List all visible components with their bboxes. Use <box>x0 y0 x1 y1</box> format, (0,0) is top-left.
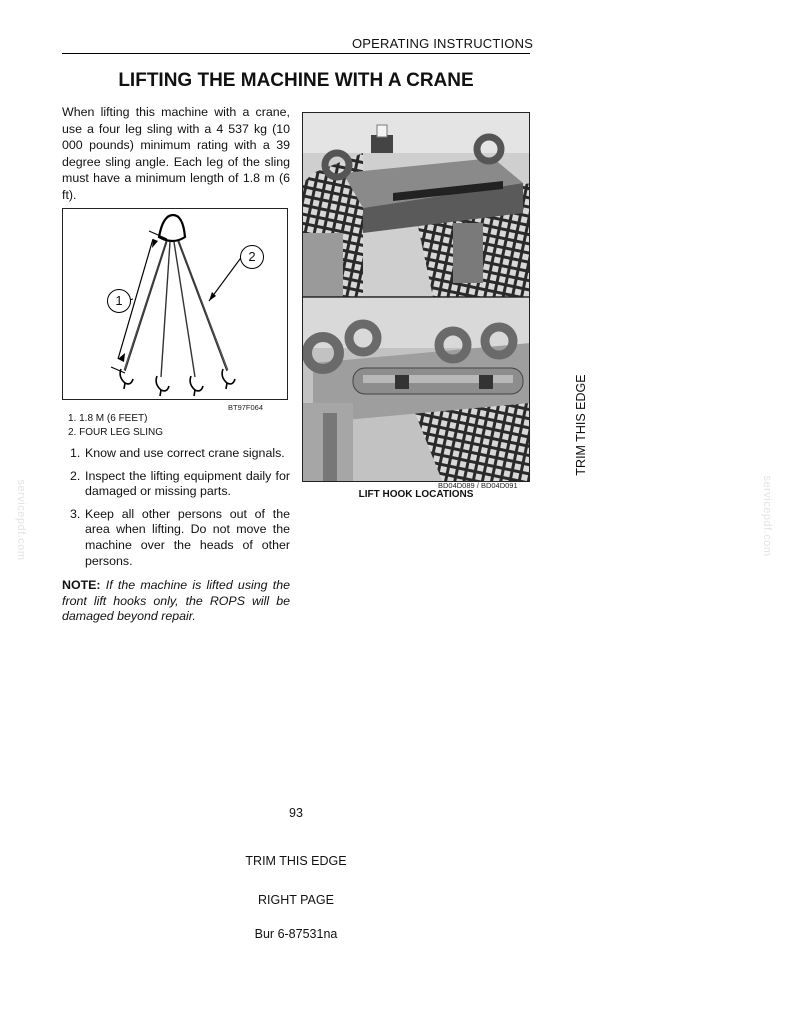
page-number: 93 <box>289 806 303 820</box>
step-number: 3. <box>70 506 81 521</box>
figure-code: BT97F064 <box>228 403 264 412</box>
right-page-label: RIGHT PAGE <box>258 893 334 907</box>
step-number: 2. <box>70 468 81 483</box>
document-code: Bur 6-87531na <box>254 927 338 941</box>
sling-diagram <box>62 208 288 400</box>
step-item <box>70 507 290 569</box>
photo-caption: LIFT HOOK LOCATIONS <box>358 489 474 500</box>
lift-hook-photo-drawing <box>303 113 530 482</box>
legend-item: 2. FOUR LEG SLING <box>68 427 164 438</box>
trim-edge-side-label <box>574 372 588 477</box>
page-title: LIFTING THE MACHINE WITH A CRANE <box>118 70 474 91</box>
intro-paragraph: When lifting this machine with a crane, use a four leg sling with a 4 537 kg (10 000 pounds) minimum rating with a 39 degree sling angle. Each leg of the sling must have a minimum length of 1.8 m (6 ft). <box>62 105 290 202</box>
running-header: OPERATING INSTRUCTIONS <box>352 36 534 51</box>
legend-item: 1. 1.8 M (6 FEET) <box>68 413 148 424</box>
photo-code: BD04D089 / BD04D091 <box>438 481 518 490</box>
step-item <box>70 469 290 500</box>
header-rule <box>62 53 530 54</box>
trim-edge-bottom-label: TRIM THIS EDGE <box>245 854 347 868</box>
callout-2: 2 <box>240 245 264 269</box>
callout-1: 1 <box>107 289 131 313</box>
note-label: NOTE: <box>62 578 101 592</box>
step-text: Inspect the lifting equipment daily for damaged or missing parts. <box>85 468 290 499</box>
watermark-left-text: servicepdf.com <box>15 479 27 561</box>
note-text: If the machine is lifted using the front lift hooks only, the ROPS will be damaged beyond repair. <box>62 578 290 624</box>
trim-edge-side-text: TRIM THIS EDGE <box>574 373 588 476</box>
watermark-right-text: servicepdf.com <box>761 475 773 557</box>
step-number: 1. <box>70 446 81 460</box>
note-paragraph <box>62 578 290 625</box>
watermark-right <box>760 466 774 566</box>
sling-drawing <box>63 209 288 400</box>
step-item <box>70 446 290 462</box>
watermark-left <box>14 470 28 570</box>
step-text: Know and use correct crane signals. <box>85 446 285 460</box>
figure-legend <box>68 412 163 440</box>
steps-list <box>70 446 290 576</box>
step-text: Keep all other persons out of the area when lifting. Do not move the machine over the heads of other persons. <box>85 506 290 568</box>
lift-hook-photos <box>302 112 530 482</box>
